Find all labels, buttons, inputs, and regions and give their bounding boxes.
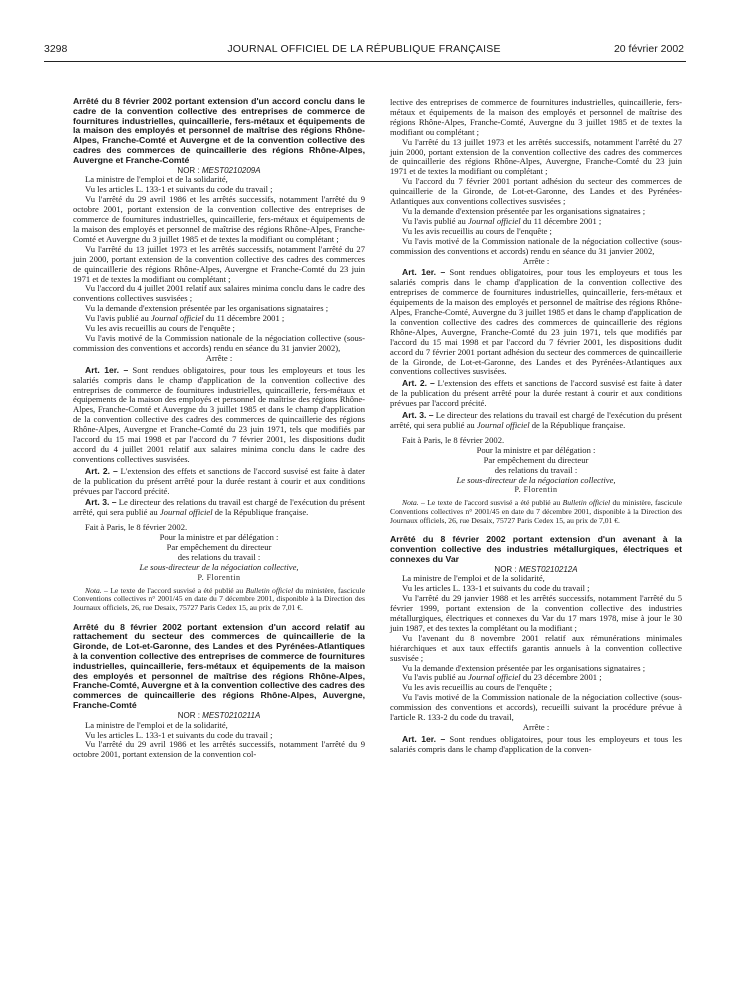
page-number: 3298 [44, 43, 68, 55]
article: Art. 1er. – Sont rendues obligatoires, pour tous les employeurs et tous les salariés compris dans le champ d'application de la conven- [390, 733, 682, 754]
issue-date: 20 février 2002 [613, 43, 684, 55]
article: Art. 3. – Le directeur des relations du travail est chargé de l'exécution du présent arrêté, qui sera publié au Journal officiel de la République française. [390, 410, 682, 430]
paragraph: La ministre de l'emploi et de la solidarité, [85, 174, 228, 185]
arrete-heading: Arrête : [522, 722, 550, 733]
signature-block: Pour la ministre et par délégation : Par empêchement du directeur des relations du travail : Le sous-directeur de la négociation collective, P. Florentin [390, 446, 682, 496]
paragraph: Vu l'avis publié au Journal officiel du 11 décembre 2001 ; [85, 313, 285, 324]
paragraph: Vu l'arrêté du 13 juillet 1973 et les arrêtés successifs, notamment l'arrêté du 27 juin 2000, portant extension de la convention collective des cadres des commerces de quincaillerie des régions Rhône-Alpes, Auvergne, Franche-Comté du 23 juin 1971 et de textes la modifiant ou complétant ; [390, 136, 682, 177]
nor-reference: NOR : MEST0210211A [177, 710, 261, 720]
paragraph: Vu les articles L. 133-1 et suivants du code du travail ; [85, 729, 273, 740]
journal-title: JOURNAL OFFICIEL DE LA RÉPUBLIQUE FRANÇAISE [227, 43, 501, 55]
header-rule [44, 61, 686, 62]
signatory-name: P. Florentin [197, 572, 241, 582]
decree-title: Arrêté du 8 février 2002 portant extension d'un accord conclu dans le cadre de la convention collective des entreprises de commerce de fournitures industrielles, quincaillerie, fers-métaux et équipements de la maison des employés et personnel de maîtrise des régions Rhône-Alpes, Franche-Comté et Auvergne et de la convention collective des cadres des commerces de quincaillerie des régions Rhône-Alpes, Auvergne et Franche-Comté [73, 96, 365, 165]
paragraph: Vu la demande d'extension présentée par les organisations signataires ; [402, 662, 646, 673]
nota: Nota. – Le texte de l'accord susvisé a été publié au Bulletin officiel du ministère, fascicule Conventions collectives n° 2001/45 en date du 7 décembre 2001, disponible à la Direction des Journaux officiels, 26, rue Desaix, 75727 Paris Cedex 15, au prix de 7,01 €. [73, 585, 365, 612]
paragraph: Vu l'avis motivé de la Commission nationale de la négociation collective (sous-commission des conventions et accords), recueilli suivant la procédure prévue à l'article R. 133-2 du code du travail, [390, 692, 682, 723]
signatory-name: P. Florentin [514, 485, 558, 495]
paragraph: Vu les articles L. 133-1 et suivants du code du travail ; [85, 184, 273, 195]
paragraph: Vu la demande d'extension présentée par les organisations signataires ; [85, 303, 329, 314]
arrete-heading: Arrête : [205, 352, 233, 363]
paragraph: Vu les avis recueillis au cours de l'enquête ; [402, 225, 552, 236]
paragraph: Vu l'arrêté du 29 avril 1986 et les arrêtés successifs, notamment l'arrêté du 9 octobre 2001, portant extension de la convention collective des entreprises de commerce de fournitures industrielles, quincaillerie, fers-métaux et équipements de la maison des employés et personnel de maîtrise des régions Rhône-Alpes, Franche-Comté et Auvergne du 3 juillet 1985 et de textes la modifiant ou complétant ; [73, 194, 365, 244]
article: Art. 1er. – Sont rendues obligatoires, pour tous les employeurs et tous les salariés compris dans le champ d'application de la convention collective des entreprises de commerce de fournitures industrielles, quincaillerie, fers-métaux et équipements de la maison des employés et personnel de maîtrise des régions Rhône-Alpes, Franche-Comté et Auvergne du 3 juillet 1985 et dans le champ d'application de la convention collective des cadres des commerces de quincaillerie des régions Rhône-Alpes, Auvergne et Franche-Comté du 23 juin 1971, tels que modifiés par l'accord du 15 mai 1998 et par l'accord du 7 février 2001, les dispositions dudit accord du 4 juillet 2001 relatif aux salaires minima conclu dans le cadre des conventions collectives susvisées. [73, 364, 365, 464]
paragraph: Vu l'avis motivé de la Commission nationale de la négociation collective (sous-commission des conventions et accords) rendu en séance du 31 janvier 2002), [73, 332, 365, 353]
article: Art. 1er. – Sont rendues obligatoires, pour tous les employeurs et tous les salariés compris dans le champ d'application de la convention collective des entreprises de commerce de fournitures industrielles, quincaillerie, fers-métaux et équipements de la maison des employés et personnel de maîtrise des régions Rhône-Alpes, Franche-Comté, Auvergne du 3 juillet 1985 et dans le champ d'application de la convention collective des cadres des commerces de quincaillerie des régions Rhône-Alpes, Auvergne, Franche-Comté du 23 juin 1971, tels que modifiés par l'accord du 15 mai 1998 et par l'accord du 7 février 2001, les dispositions dudit accord du 7 février 2001 portant adhésion du secteur des commerces de quincaillerie de la Gironde, de Lot-et-Garonne, des Landes et des Pyrénées-Atlantiques aux conventions collectives susvisées. [390, 267, 682, 377]
paragraph: Vu l'arrêté du 13 juillet 1973 et les arrêtés successifs, notamment l'arrêté du 27 juin 2000, portant extension de la convention collective des cadres des commerces de quincaillerie des régions Rhône-Alpes, Auvergne et Franche-Comté du 23 juin 1971 et de textes la modifiant ou complétant ; [73, 243, 365, 284]
left-column [73, 97, 365, 760]
decree-title: Arrêté du 8 février 2002 portant extension d'un accord relatif au rattachement du secteur des commerces de quincaillerie de la Gironde, de Lot-et-Garonne, des Landes et des Pyrénées-Atlantiques à la convention collective des entreprises de commerce de fournitures industrielles, quincaillerie, fers-métaux et équipements de la maison des employés et personnel de maîtrise des régions Rhône-Alpes, Franche-Comté, Auvergne et à la convention collective des cadres des commerces de quincaillerie des régions Rhône-Alpes, Auvergne, Franche-Comté [73, 621, 365, 710]
fait-a-paris: Fait à Paris, le 8 février 2002. [402, 434, 505, 445]
paragraph: La ministre de l'emploi et de la solidarité, [85, 719, 228, 730]
paragraph: Vu l'accord du 7 février 2001 portant adhésion du secteur des commerces de quincaillerie de la Gironde, de Lot-et-Garonne, des Landes et des Pyrénées-Atlantiques aux conventions collectives susvisées ; [390, 176, 682, 207]
paragraph: Vu les articles L. 133-1 et suivants du code du travail ; [402, 583, 590, 594]
paragraph: Vu l'avenant du 8 novembre 2001 relatif aux rémunérations minimales hiérarchiques et aux taux effectifs garantis annuels à la convention collective susvisée ; [390, 632, 682, 663]
nor-reference: NOR : MEST0210212A [494, 564, 578, 574]
arrete-heading: Arrête : [522, 255, 550, 266]
paragraph: Vu l'arrêté du 29 janvier 1988 et les arrêtés successifs, notamment l'arrêté du 5 février 1999, portant extension de la convention collective des industries métallurgiques, électriques et connexes du Var du 17 mars 1978, mise à jour le 30 juin 1987, et des textes la complétant ou la modifiant ; [390, 593, 682, 633]
article: Art. 3. – Le directeur des relations du travail est chargé de l'exécution du présent arrêté, qui sera publié au Journal officiel de la République française. [73, 497, 365, 518]
paragraph: Vu les avis recueillis au cours de l'enquête ; [85, 323, 235, 334]
paragraph: Vu les avis recueillis au cours de l'enquête ; [402, 682, 552, 693]
right-column [390, 98, 682, 755]
paragraph: lective des entreprises de commerce de fournitures industrielles, quincaillerie, fers-métaux et équipements de la maison des employés et personnel de maîtrise des régions Rhône-Alpes, Franche-Comté, Auvergne du 3 juillet 1985 et de textes la modifiant ou complétant ; [390, 97, 682, 137]
nor-reference: NOR : MEST0210209A [177, 165, 261, 175]
paragraph: La ministre de l'emploi et de la solidarité, [402, 573, 545, 584]
paragraph: Vu l'accord du 4 juillet 2001 relatif aux salaires minima conclu dans le cadre des conventions collectives susvisées ; [73, 283, 365, 304]
paragraph: Vu l'arrêté du 29 avril 1986 et les arrêtés successifs, notamment l'arrêté du 9 octobre 2001, portant extension de la convention col- [73, 739, 365, 760]
paragraph: Vu l'avis publié au Journal officiel du 11 décembre 2001 ; [402, 215, 602, 226]
paragraph: Vu l'avis motivé de la Commission nationale de la négociation collective (sous-commission des conventions et accords) rendu en séance du 31 janvier 2002, [390, 235, 682, 256]
nota: Nota. – Le texte de l'accord susvisé a été publié au Bulletin officiel du ministère, fascicule Conventions collectives n° 2001/45 en date du 7 décembre 2001, disponible à la Direction des Journaux officiels, 26, rue Desaix, 75727 Paris Cedex 15, au prix de 7,01 €. [390, 498, 682, 525]
page-header [44, 43, 684, 59]
decree-title: Arrêté du 8 février 2002 portant extension d'un avenant à la convention collective des industries métallurgiques, électriques et connexes du Var [390, 534, 682, 564]
article: Art. 2. – L'extension des effets et sanctions de l'accord susvisé est faite à dater de la publication du présent arrêté pour la durée restant à courir et aux conditions prévues par l'accord précité. [73, 465, 365, 496]
fait-a-paris: Fait à Paris, le 8 février 2002. [85, 522, 188, 533]
signature-block: Pour la ministre et par délégation : Par empêchement du directeur des relations du travail : Le sous-directeur de la négociation collective, P. Florentin [73, 533, 365, 583]
paragraph: Vu l'avis publié au Journal officiel du 23 décembre 2001 ; [402, 672, 602, 683]
paragraph: Vu la demande d'extension présentée par les organisations signataires ; [402, 205, 646, 216]
article: Art. 2. – L'extension des effets et sanctions de l'accord susvisé est faite à dater de la publication du présent arrêté pour la durée restant à courir et aux conditions prévues par l'accord précité. [390, 378, 682, 409]
